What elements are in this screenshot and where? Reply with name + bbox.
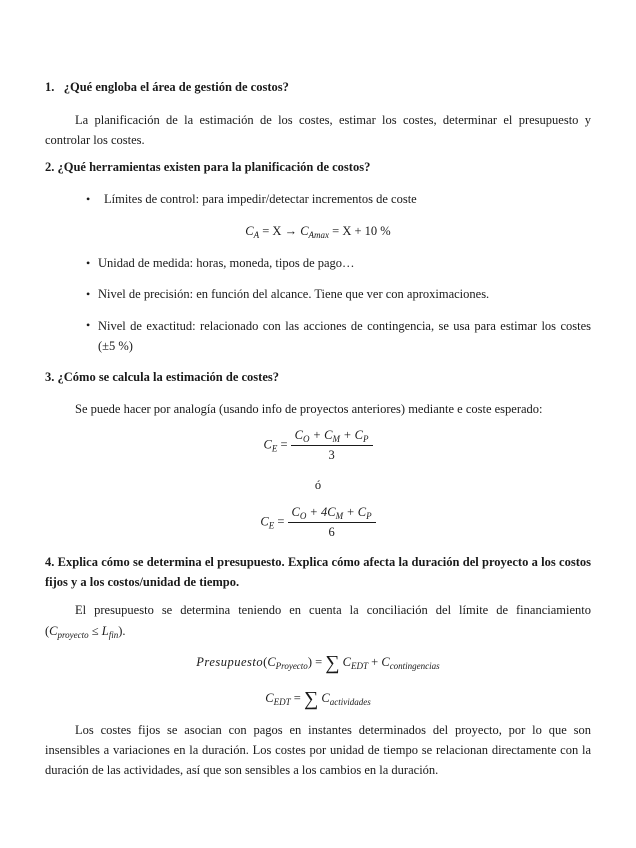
bullet-dot: • <box>86 318 91 332</box>
question-1-title: 1. ¿Qué engloba el área de gestión de costos? <box>45 80 289 94</box>
estimate-formula-three-point: $C_E$ = $\frac{C_O + C_M + C_P}{3}$ <box>0 428 636 463</box>
question-4-title: 4. Explica cómo se determina el presupuesto. Explica cómo afecta la duración del proyecto a los costos fijos y a los costos/unidad de tiempo. <box>45 555 591 589</box>
question-1-answer: La planificación de la estimación de los costes, estimar los costes, determinar el presupuesto y controlar los costes. <box>45 113 591 147</box>
edt-formula: $C_{EDT}$ = ∑ $C_{actividades}$ <box>265 688 371 710</box>
budget-formula: $Presupuesto(C_{Proyecto})$ = ∑ $C_{EDT} + C_{contingencias}$ <box>196 652 440 674</box>
bullet-item-3: Nivel de precisión: en función del alcance. Tiene que ver con aproximaciones. <box>98 287 490 301</box>
financing-limit-formula: $(C_{proyecto} \le L_{fin})$. <box>45 624 126 640</box>
or-separator: ó <box>314 478 322 492</box>
bullet-item-1: Límites de control: para impedir/detectar incrementos de coste <box>104 192 417 206</box>
question-3-answer: Se puede hacer por analogía (usando info de proyectos anteriores) mediante e coste esperado: <box>75 402 543 416</box>
bullet-item-4: Nivel de exactitud: relacionado con las acciones de contingencia, se usa para estimar los costes (±5 %) <box>98 319 591 353</box>
question-4-paragraph-2: Los costes fijos se asocian con pagos en instantes determinados del proyecto, por lo que son insensibles a variaciones en la duración. Los costes por unidad de tiempo se relacionan directamente con la duración de las actividades, así que son sensibles a los cambios en la duración. <box>45 723 591 777</box>
bullet-dot: • <box>86 192 91 206</box>
bullet-dot: • <box>86 256 91 270</box>
estimate-formula-pert: $C_E$ = $\frac{C_O + 4C_M + C_P}{6}$ <box>0 505 636 540</box>
question-3-title: 3. ¿Cómo se calcula la estimación de costes? <box>45 370 279 384</box>
bullet-item-2: Unidad de medida: horas, moneda, tipos de pago… <box>98 256 355 270</box>
question-2-title: 2. ¿Qué herramientas existen para la planificación de costos? <box>45 160 371 174</box>
question-4-paragraph-1: El presupuesto se determina teniendo en cuenta la conciliación del límite de financiamiento <box>75 603 591 617</box>
bullet-dot: • <box>86 287 91 301</box>
control-limits-formula: $C_A = X \to C_{Amax} = X + 10$ % <box>245 224 391 240</box>
